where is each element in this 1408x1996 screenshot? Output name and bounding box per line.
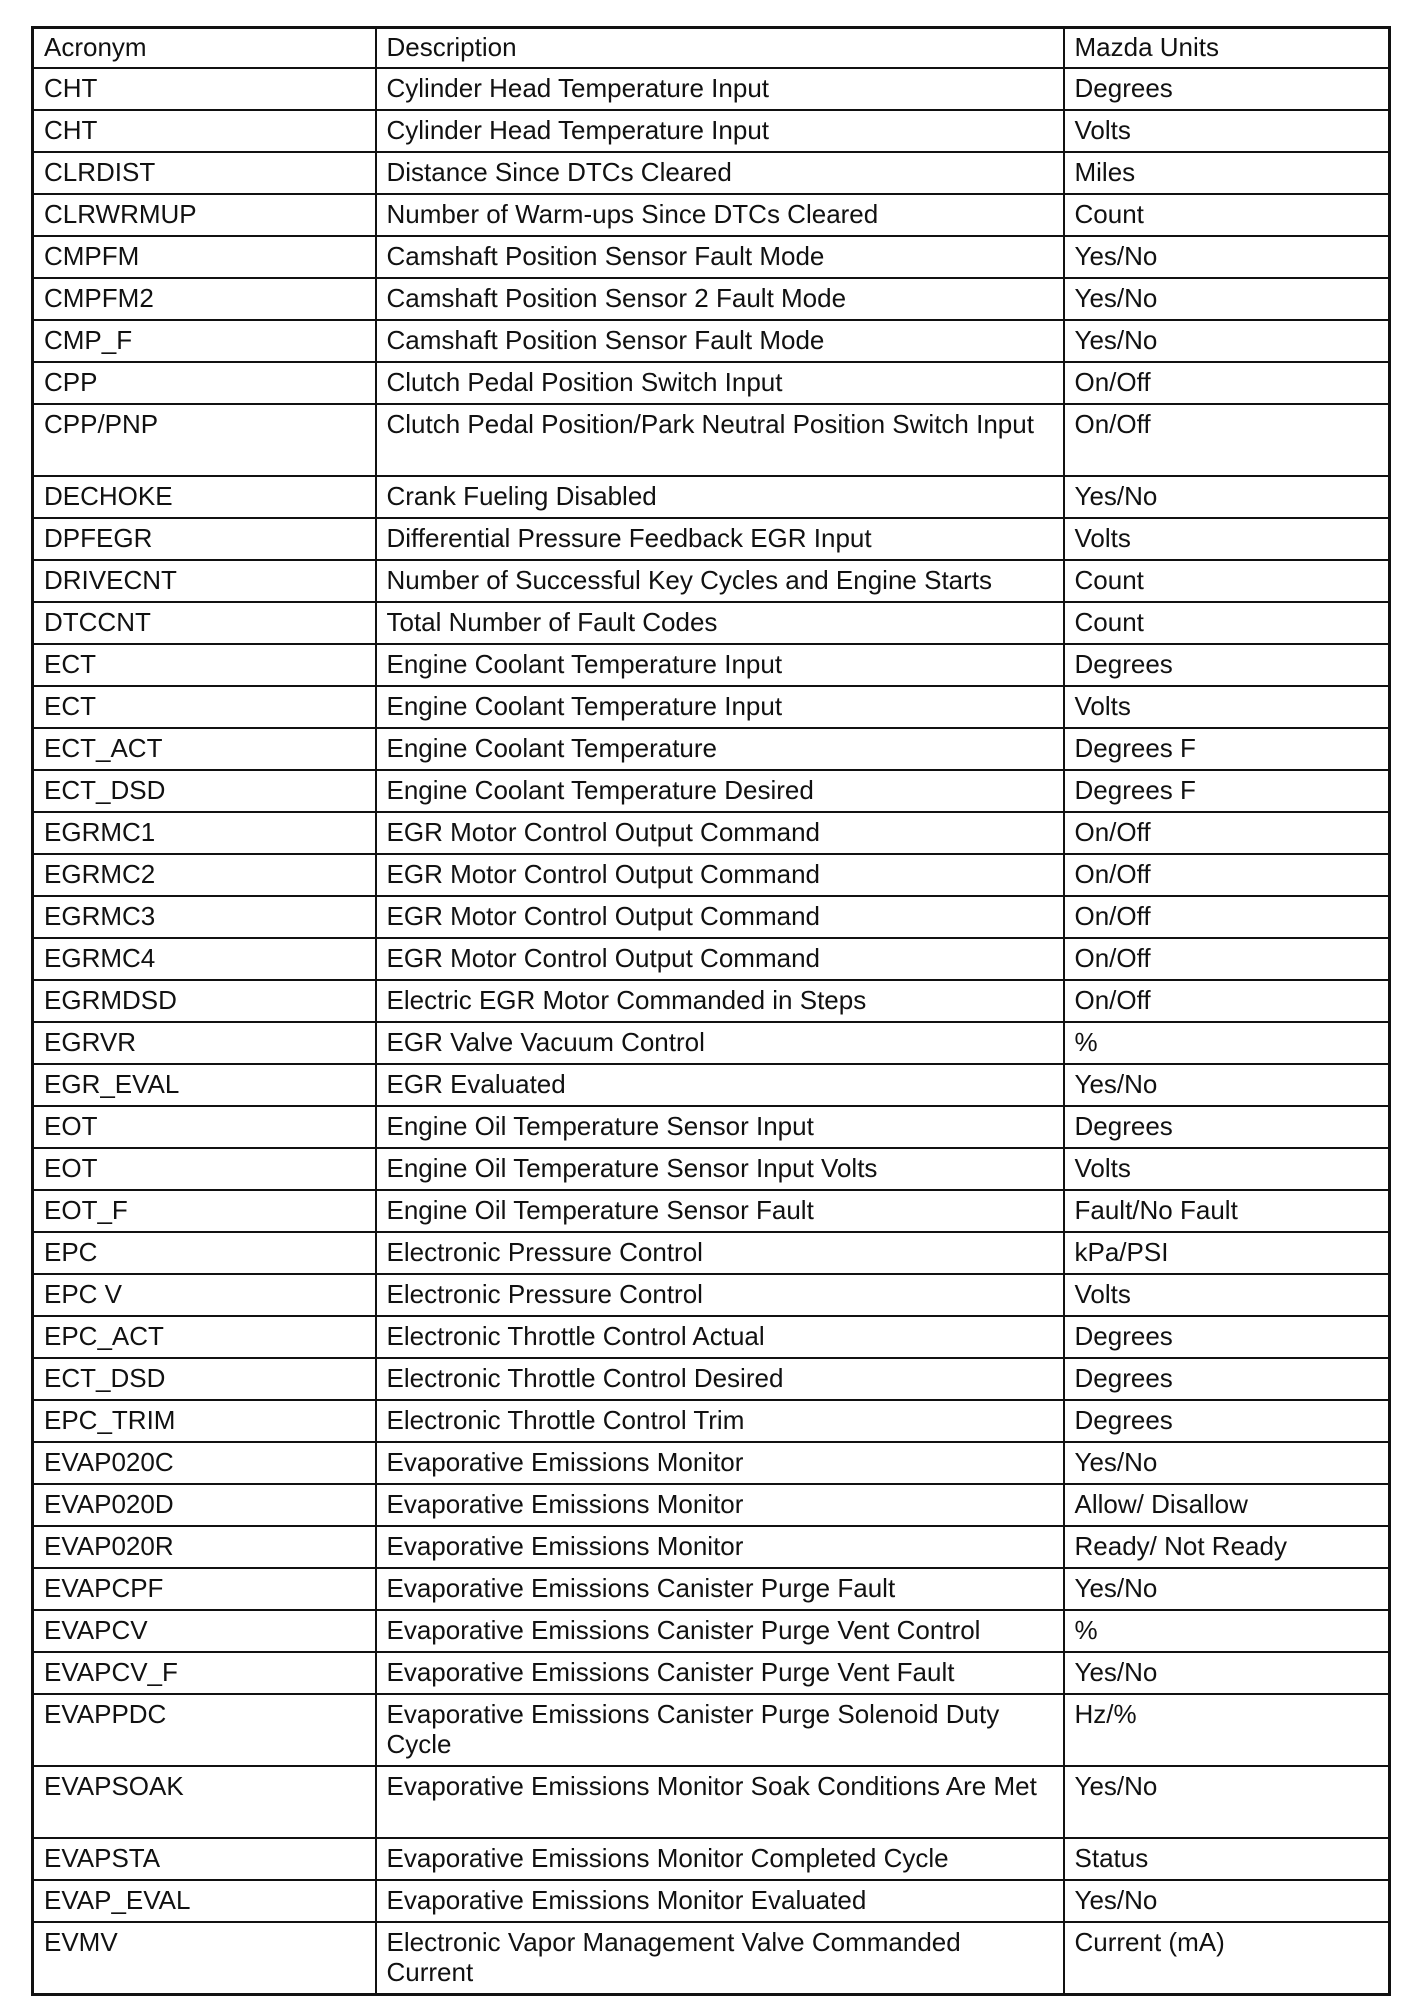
table-row (33, 1106, 1390, 1148)
cell-units: % (1064, 1022, 1390, 1064)
cell-description: Electronic Vapor Management Valve Commanded Current (376, 1922, 1064, 1995)
table-row (33, 1610, 1390, 1652)
cell-acronym: ECT (33, 686, 376, 728)
cell-units: % (1064, 1610, 1390, 1652)
cell-units: Status (1064, 1838, 1390, 1880)
cell-acronym: EVAPSTA (33, 1838, 376, 1880)
cell-acronym: ECT_DSD (33, 770, 376, 812)
table-row (33, 404, 1390, 476)
table-row (33, 560, 1390, 602)
cell-units: kPa/PSI (1064, 1232, 1390, 1274)
cell-units: On/Off (1064, 854, 1390, 896)
cell-description: Engine Oil Temperature Sensor Input (376, 1106, 1064, 1148)
table-row (33, 644, 1390, 686)
cell-units: Count (1064, 602, 1390, 644)
cell-acronym: EOT (33, 1148, 376, 1190)
table-row (33, 518, 1390, 560)
cell-acronym: DTCCNT (33, 602, 376, 644)
cell-description: Engine Oil Temperature Sensor Fault (376, 1190, 1064, 1232)
cell-description: Electronic Throttle Control Desired (376, 1358, 1064, 1400)
table-row (33, 1232, 1390, 1274)
cell-acronym: EGRVR (33, 1022, 376, 1064)
cell-description: Evaporative Emissions Monitor (376, 1526, 1064, 1568)
cell-acronym: EOT (33, 1106, 376, 1148)
cell-units: On/Off (1064, 938, 1390, 980)
cell-units: Degrees (1064, 1106, 1390, 1148)
table-row (33, 1880, 1390, 1922)
cell-acronym: EVAP020R (33, 1526, 376, 1568)
cell-units: Degrees (1064, 644, 1390, 686)
cell-acronym: EVAPCV (33, 1610, 376, 1652)
table-row (33, 1442, 1390, 1484)
cell-description: Engine Oil Temperature Sensor Input Volts (376, 1148, 1064, 1190)
cell-description: Evaporative Emissions Monitor Completed Cycle (376, 1838, 1064, 1880)
cell-acronym: EGRMC2 (33, 854, 376, 896)
table-row (33, 1400, 1390, 1442)
cell-acronym: EVAPSOAK (33, 1766, 376, 1838)
cell-description: Evaporative Emissions Canister Purge Vent Control (376, 1610, 1064, 1652)
cell-units: Yes/No (1064, 320, 1390, 362)
cell-description: Evaporative Emissions Canister Purge Solenoid Duty Cycle (376, 1694, 1064, 1766)
cell-acronym: EGR_EVAL (33, 1064, 376, 1106)
cell-units: Current (mA) (1064, 1922, 1390, 1995)
table-row (33, 728, 1390, 770)
cell-units: Degrees (1064, 1358, 1390, 1400)
cell-units: Count (1064, 560, 1390, 602)
table-row (33, 770, 1390, 812)
cell-description: Engine Coolant Temperature Input (376, 644, 1064, 686)
cell-description: Number of Successful Key Cycles and Engine Starts (376, 560, 1064, 602)
cell-acronym: EVMV (33, 1922, 376, 1995)
cell-units: Ready/ Not Ready (1064, 1526, 1390, 1568)
cell-units: Degrees (1064, 1316, 1390, 1358)
cell-acronym: ECT_DSD (33, 1358, 376, 1400)
cell-units: Degrees F (1064, 728, 1390, 770)
cell-description: Number of Warm-ups Since DTCs Cleared (376, 194, 1064, 236)
cell-acronym: EGRMC3 (33, 896, 376, 938)
cell-units: Yes/No (1064, 1652, 1390, 1694)
cell-units: Volts (1064, 110, 1390, 152)
table-row (33, 1766, 1390, 1838)
table-row (33, 1316, 1390, 1358)
cell-description: Evaporative Emissions Canister Purge Vent Fault (376, 1652, 1064, 1694)
cell-acronym: EVAPPDC (33, 1694, 376, 1766)
table-row (33, 1148, 1390, 1190)
cell-description: Clutch Pedal Position Switch Input (376, 362, 1064, 404)
cell-units: On/Off (1064, 980, 1390, 1022)
table-row (33, 686, 1390, 728)
cell-description: Cylinder Head Temperature Input (376, 110, 1064, 152)
table-row (33, 110, 1390, 152)
table-row (33, 1064, 1390, 1106)
header-description: Description (376, 28, 1064, 69)
cell-units: Yes/No (1064, 1880, 1390, 1922)
cell-description: EGR Motor Control Output Command (376, 854, 1064, 896)
cell-units: Volts (1064, 518, 1390, 560)
cell-acronym: CPP (33, 362, 376, 404)
cell-units: On/Off (1064, 404, 1390, 476)
cell-units: Yes/No (1064, 1442, 1390, 1484)
table-row (33, 362, 1390, 404)
table-row (33, 320, 1390, 362)
table-row (33, 1190, 1390, 1232)
cell-description: EGR Valve Vacuum Control (376, 1022, 1064, 1064)
cell-acronym: EVAP_EVAL (33, 1880, 376, 1922)
cell-acronym: CMPFM (33, 236, 376, 278)
cell-description: Clutch Pedal Position/Park Neutral Position Switch Input (376, 404, 1064, 476)
table-row (33, 1358, 1390, 1400)
table-row (33, 1922, 1390, 1995)
cell-units: Yes/No (1064, 476, 1390, 518)
cell-description: Cylinder Head Temperature Input (376, 68, 1064, 110)
cell-description: Camshaft Position Sensor 2 Fault Mode (376, 278, 1064, 320)
table-row (33, 1652, 1390, 1694)
cell-description: Engine Coolant Temperature Input (376, 686, 1064, 728)
cell-description: Electric EGR Motor Commanded in Steps (376, 980, 1064, 1022)
cell-acronym: CLRDIST (33, 152, 376, 194)
table-row (33, 194, 1390, 236)
header-units: Mazda Units (1064, 28, 1390, 69)
cell-units: On/Off (1064, 812, 1390, 854)
cell-acronym: EGRMC1 (33, 812, 376, 854)
cell-units: Yes/No (1064, 1064, 1390, 1106)
cell-description: Electronic Throttle Control Trim (376, 1400, 1064, 1442)
table-row (33, 236, 1390, 278)
table-header-row (33, 28, 1390, 69)
cell-acronym: EVAP020D (33, 1484, 376, 1526)
header-acronym: Acronym (33, 28, 376, 69)
cell-units: Allow/ Disallow (1064, 1484, 1390, 1526)
table-row (33, 1526, 1390, 1568)
cell-units: Degrees (1064, 1400, 1390, 1442)
acronym-table (31, 26, 1391, 1996)
cell-acronym: CLRWRMUP (33, 194, 376, 236)
cell-description: Electronic Throttle Control Actual (376, 1316, 1064, 1358)
cell-acronym: EPC V (33, 1274, 376, 1316)
cell-units: Miles (1064, 152, 1390, 194)
cell-description: EGR Evaluated (376, 1064, 1064, 1106)
cell-units: Yes/No (1064, 278, 1390, 320)
table-row (33, 854, 1390, 896)
cell-units: Count (1064, 194, 1390, 236)
cell-acronym: EOT_F (33, 1190, 376, 1232)
cell-description: EGR Motor Control Output Command (376, 938, 1064, 980)
cell-description: EGR Motor Control Output Command (376, 896, 1064, 938)
table-row (33, 476, 1390, 518)
cell-units: Degrees (1064, 68, 1390, 110)
cell-units: Volts (1064, 686, 1390, 728)
table-row (33, 602, 1390, 644)
cell-description: Electronic Pressure Control (376, 1274, 1064, 1316)
table-row (33, 980, 1390, 1022)
cell-description: Distance Since DTCs Cleared (376, 152, 1064, 194)
cell-acronym: EPC_TRIM (33, 1400, 376, 1442)
cell-acronym: EPC (33, 1232, 376, 1274)
table-row (33, 812, 1390, 854)
cell-description: Differential Pressure Feedback EGR Input (376, 518, 1064, 560)
cell-units: Fault/No Fault (1064, 1190, 1390, 1232)
cell-acronym: DPFEGR (33, 518, 376, 560)
cell-units: Yes/No (1064, 236, 1390, 278)
table-row (33, 68, 1390, 110)
cell-acronym: EPC_ACT (33, 1316, 376, 1358)
cell-description: Evaporative Emissions Canister Purge Fault (376, 1568, 1064, 1610)
table-body (33, 68, 1390, 1995)
cell-acronym: CPP/PNP (33, 404, 376, 476)
cell-units: Yes/No (1064, 1766, 1390, 1838)
cell-description: Engine Coolant Temperature Desired (376, 770, 1064, 812)
cell-acronym: CHT (33, 68, 376, 110)
cell-description: Evaporative Emissions Monitor Evaluated (376, 1880, 1064, 1922)
cell-description: Evaporative Emissions Monitor (376, 1484, 1064, 1526)
table-row (33, 152, 1390, 194)
cell-acronym: EGRMC4 (33, 938, 376, 980)
cell-description: Camshaft Position Sensor Fault Mode (376, 236, 1064, 278)
table-row (33, 1568, 1390, 1610)
cell-description: Evaporative Emissions Monitor Soak Conditions Are Met (376, 1766, 1064, 1838)
cell-units: Yes/No (1064, 1568, 1390, 1610)
table-row (33, 1484, 1390, 1526)
cell-units: Volts (1064, 1274, 1390, 1316)
cell-units: Hz/% (1064, 1694, 1390, 1766)
cell-acronym: CHT (33, 110, 376, 152)
table-row (33, 1694, 1390, 1766)
cell-acronym: EVAP020C (33, 1442, 376, 1484)
cell-acronym: DRIVECNT (33, 560, 376, 602)
cell-acronym: EVAPCPF (33, 1568, 376, 1610)
cell-description: Evaporative Emissions Monitor (376, 1442, 1064, 1484)
cell-description: Total Number of Fault Codes (376, 602, 1064, 644)
cell-units: Volts (1064, 1148, 1390, 1190)
cell-description: Camshaft Position Sensor Fault Mode (376, 320, 1064, 362)
cell-units: On/Off (1064, 362, 1390, 404)
cell-acronym: EVAPCV_F (33, 1652, 376, 1694)
table-row (33, 1838, 1390, 1880)
cell-description: Engine Coolant Temperature (376, 728, 1064, 770)
table-row (33, 938, 1390, 980)
table-row (33, 896, 1390, 938)
table-row (33, 1022, 1390, 1064)
cell-acronym: EGRMDSD (33, 980, 376, 1022)
cell-acronym: DECHOKE (33, 476, 376, 518)
table-row (33, 278, 1390, 320)
cell-acronym: CMPFM2 (33, 278, 376, 320)
cell-description: EGR Motor Control Output Command (376, 812, 1064, 854)
cell-acronym: ECT (33, 644, 376, 686)
cell-units: Degrees F (1064, 770, 1390, 812)
cell-acronym: ECT_ACT (33, 728, 376, 770)
table-row (33, 1274, 1390, 1316)
cell-units: On/Off (1064, 896, 1390, 938)
cell-description: Electronic Pressure Control (376, 1232, 1064, 1274)
cell-acronym: CMP_F (33, 320, 376, 362)
cell-description: Crank Fueling Disabled (376, 476, 1064, 518)
